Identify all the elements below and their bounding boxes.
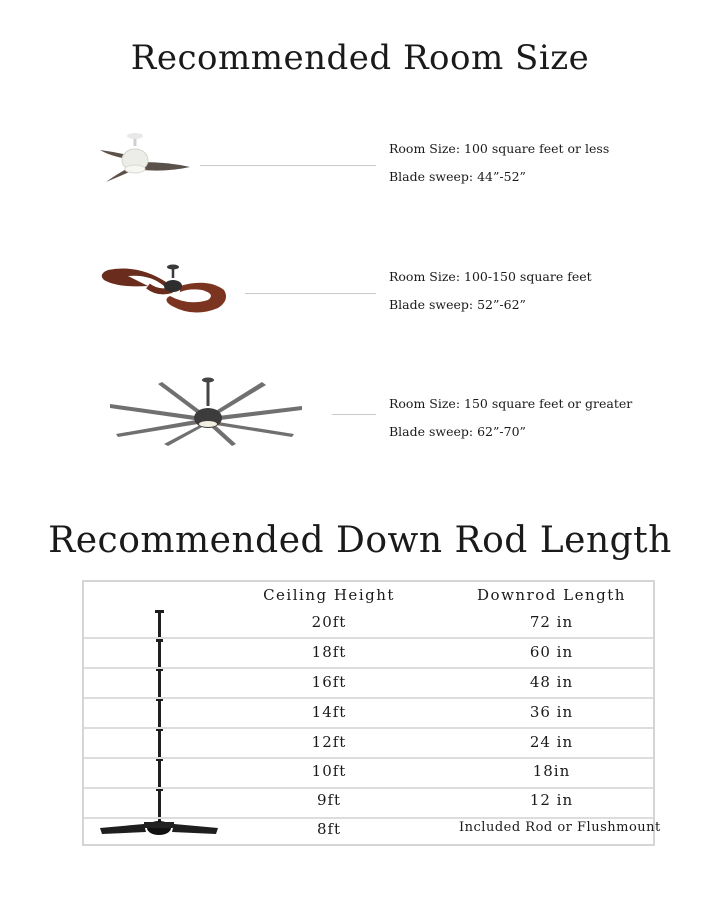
room-size-text: Room Size: 100-150 square feet <box>389 269 592 284</box>
row-divider <box>84 727 653 729</box>
downrod-length-cell: 72 in <box>529 613 574 631</box>
downrod-length-cell: Included Rod or Flushmount <box>459 820 661 835</box>
downrod-length-header: Downrod Length <box>477 586 626 604</box>
room-size-text: Room Size: 150 square feet or greater <box>389 396 633 411</box>
down-rod-title: Recommended Down Rod Length <box>48 520 672 561</box>
room-size-title: Recommended Room Size <box>130 38 590 78</box>
blade-sweep-text: Blade sweep: 44”-52” <box>389 169 526 184</box>
blade-sweep-text: Blade sweep: 62”-70” <box>389 424 526 439</box>
ceiling-height-cell: 18ft <box>311 643 347 661</box>
row-divider <box>84 787 653 789</box>
ceiling-height-cell: 8ft <box>316 820 342 838</box>
ceiling-height-cell: 12ft <box>311 733 347 751</box>
downrod-table <box>82 580 661 846</box>
row-divider <box>84 667 653 669</box>
leader-line <box>200 165 376 166</box>
downrod-length-cell: 12 in <box>529 791 574 809</box>
large-ceiling-fan-icon <box>106 376 306 448</box>
room-size-text: Room Size: 100 square feet or less <box>389 141 610 156</box>
row-divider <box>84 697 653 699</box>
fan-spec-small <box>389 135 609 191</box>
small-ceiling-fan-icon <box>98 132 192 186</box>
downrod-length-cell: 18in <box>532 762 571 780</box>
ceiling-height-cell: 16ft <box>311 673 347 691</box>
row-divider <box>84 757 653 759</box>
fan-spec-large <box>389 390 632 446</box>
ceiling-fan-downrod-icon <box>84 582 234 844</box>
ceiling-height-cell: 20ft <box>311 613 347 631</box>
blade-sweep-text: Blade sweep: 52”-62” <box>389 297 526 312</box>
ceiling-height-cell: 10ft <box>311 762 347 780</box>
leader-line <box>332 414 376 415</box>
row-divider <box>84 817 653 819</box>
row-divider <box>84 637 653 639</box>
ceiling-height-cell: 14ft <box>311 703 347 721</box>
downrod-length-cell: 48 in <box>529 673 574 691</box>
medium-ceiling-fan-icon <box>98 262 230 316</box>
downrod-length-cell: 24 in <box>529 733 574 751</box>
leader-line <box>245 293 376 294</box>
downrod-length-cell: 36 in <box>529 703 574 721</box>
downrod-length-cell: 60 in <box>529 643 574 661</box>
ceiling-height-header: Ceiling Height <box>263 586 395 604</box>
fan-spec-medium <box>389 263 592 319</box>
ceiling-height-cell: 9ft <box>316 791 342 809</box>
